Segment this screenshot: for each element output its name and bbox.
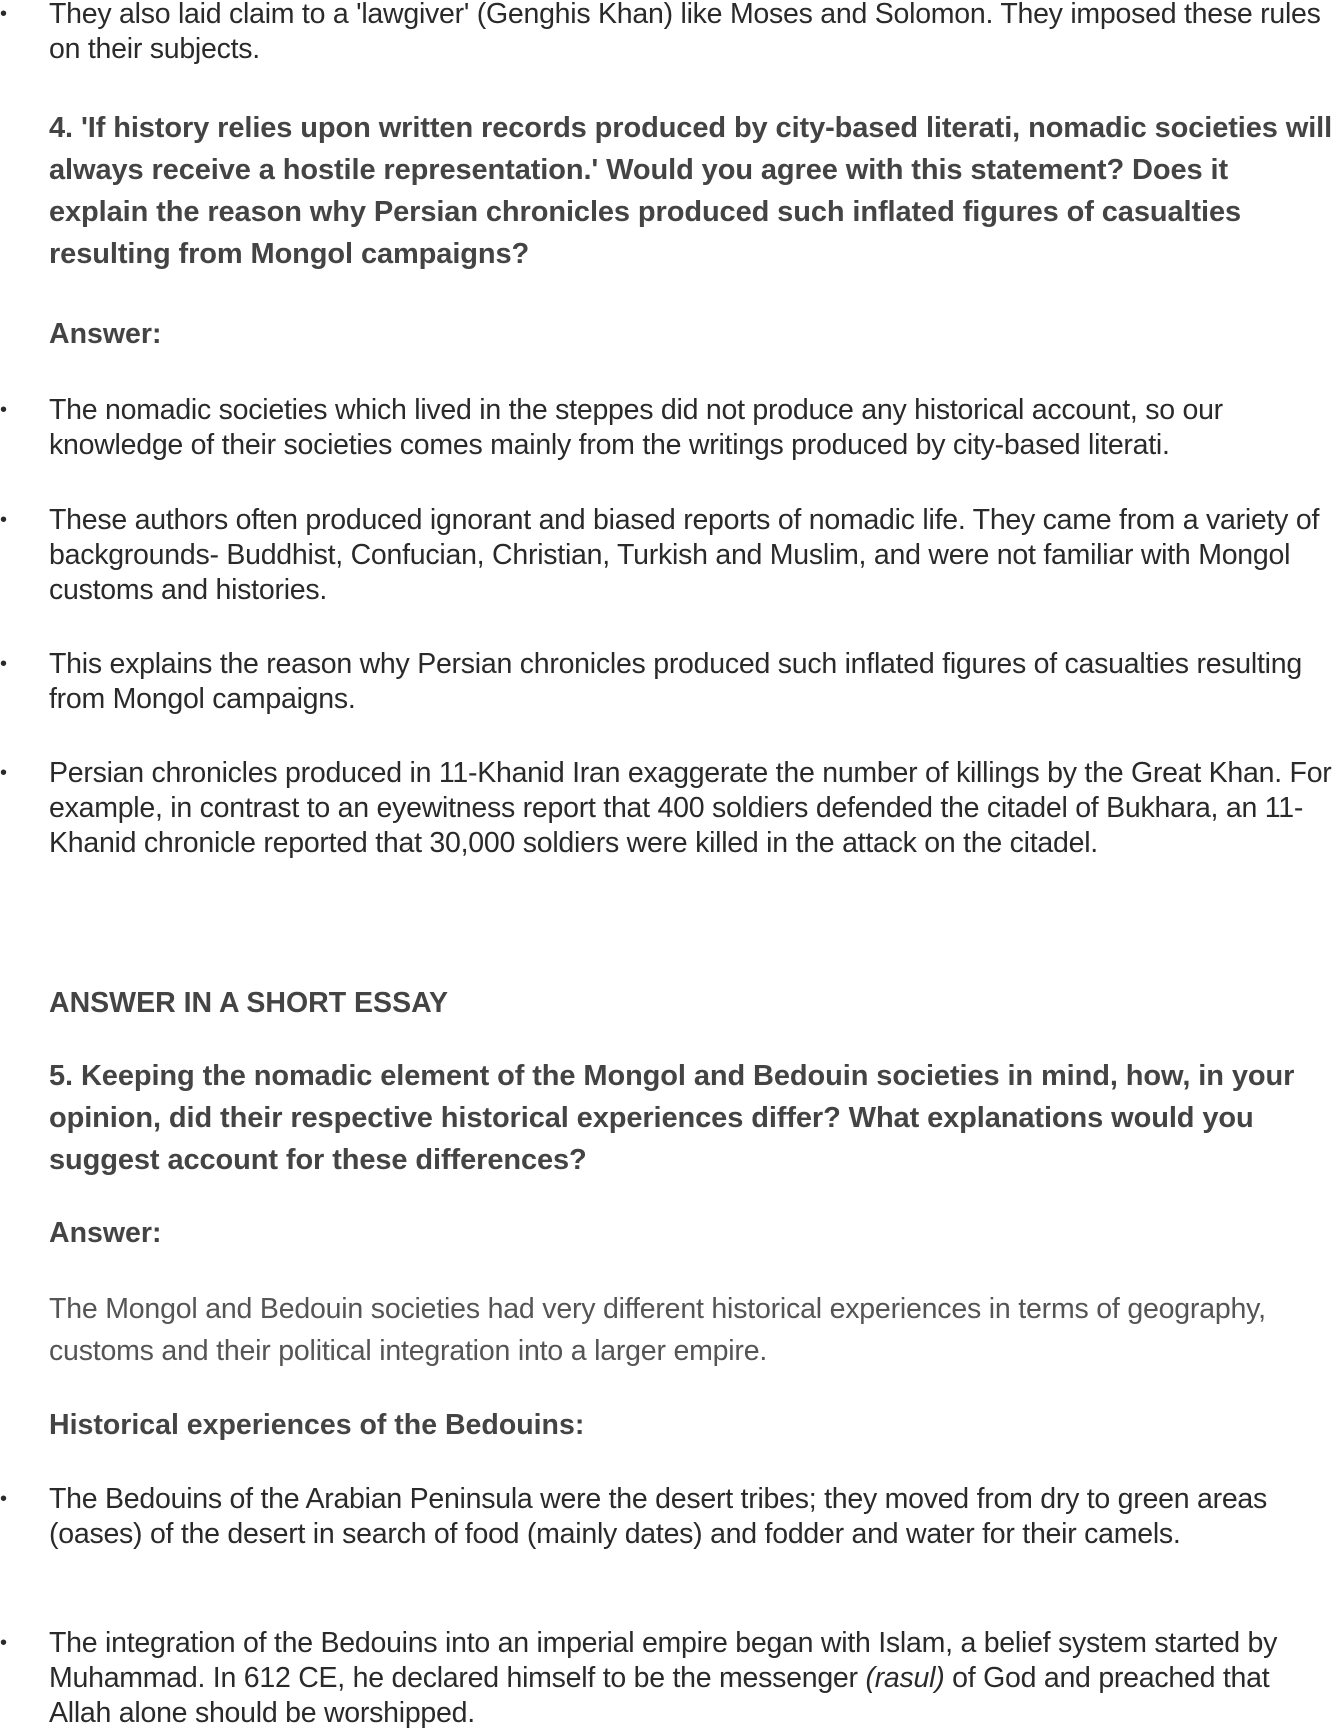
bullet-text	[49, 1626, 1334, 1731]
question-5: 5. Keeping the nomadic element of the Mongol and Bedouin societies in mind, how, in your opinion, did their respective historical experiences differ? What explanations would you suggest account for these differences?	[49, 1060, 1295, 1176]
question-4: 4. 'If history relies upon written records produced by city-based literati, nomadic societies will always receive a hostile representation.' Would you agree with this statement? Does it explain the reason why Persian chronicles produced such inflated figures of casualties resulting from Mongol campaigns?	[49, 112, 1333, 270]
bullet-icon: •	[0, 653, 8, 675]
bullet-text: This explains the reason why Persian chronicles produced such inflated figures of casualties resulting from Mongol campaigns.	[49, 648, 1302, 715]
bullet-icon: •	[0, 762, 8, 784]
answer-intro: The Mongol and Bedouin societies had very different historical experiences in terms of geography, customs and their political integration into a larger empire.	[49, 1293, 1266, 1367]
bullet-icon: •	[0, 509, 8, 531]
bullet-icon: •	[0, 1632, 8, 1654]
subsection-heading: Historical experiences of the Bedouins:	[49, 1409, 585, 1441]
bullet-text-part: The integration of the Bedouins into an imperial empire began with Islam, a belief system started by Muhammad. In 612 CE, he declared himself to be the messenger	[49, 1627, 1278, 1694]
rasul-term: (rasul)	[865, 1662, 945, 1694]
bullet-text: The nomadic societies which lived in the steppes did not produce any historical account, so our knowledge of their societies comes mainly from the writings produced by city-based literati.	[49, 394, 1223, 461]
bullet-text: These authors often produced ignorant and biased reports of nomadic life. They came from a variety of backgrounds- Buddhist, Confucian, Christian, Turkish and Muslim, and were not familiar with Mongol customs and histories.	[49, 504, 1320, 606]
bullet-text: Persian chronicles produced in 11-Khanid Iran exaggerate the number of killings by the Great Khan. For example, in contrast to an eyewitness report that 400 soldiers defended the citadel of Bukhara, an 11- Khanid chronicle reported that 30,000 soldiers were killed in the attack on the citadel.	[49, 757, 1332, 859]
answer-label: Answer:	[49, 1217, 162, 1249]
answer-label: Answer:	[49, 318, 162, 350]
bullet-text: They also laid claim to a 'lawgiver' (Genghis Khan) like Moses and Solomon. They imposed these rules on their subjects.	[49, 0, 1321, 65]
section-heading: ANSWER IN A SHORT ESSAY	[49, 987, 449, 1019]
bullet-icon: •	[0, 3, 8, 25]
bullet-icon: •	[0, 399, 8, 421]
bullet-text-part: of God and preached that Allah alone should be worshipped.	[49, 1662, 1270, 1729]
bullet-icon: •	[0, 1488, 8, 1510]
bullet-text: The Bedouins of the Arabian Peninsula were the desert tribes; they moved from dry to green areas (oases) of the desert in search of food (mainly dates) and fodder and water for their camels.	[49, 1483, 1268, 1550]
